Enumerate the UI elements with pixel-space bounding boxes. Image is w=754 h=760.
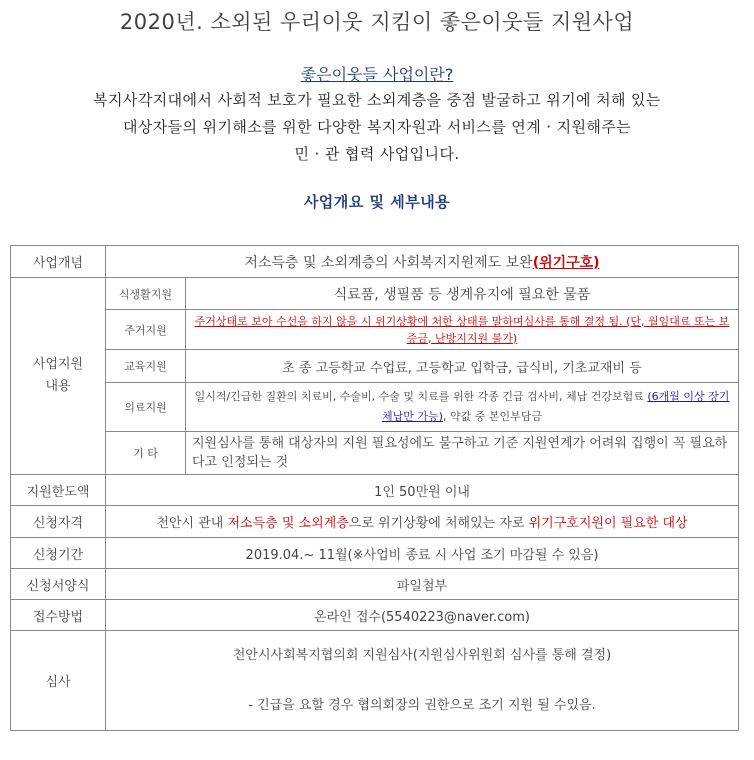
eligibility-text-3: 으로 위기상황에 처해있는 자로 [348,516,529,531]
concept-highlight: (위기구호) [532,254,600,271]
limit-label: 지원한도액 [11,475,106,506]
eligibility-text-1: 천안시 관내 [156,516,228,531]
support-medical-text-b: (6개월 이상 장기체납만 가능) [382,390,730,423]
period-value: 2019.04.~ 11월(※사업비 종료 시 사업 조기 마감될 수 있음) [106,538,739,569]
concept-row [11,246,739,278]
eligibility-value [106,506,739,538]
eligibility-text-2: 저소득층 및 소외계층 [227,516,349,531]
about-line-2: 대상자들의 위기해소를 위한 다양한 복지자원과 서비스를 연계 · 지원해주는 [122,118,632,136]
support-row-etc [11,432,739,475]
about-line-3: 민 · 관 협력 사업입니다. [294,145,460,163]
program-details-table [10,245,739,731]
form-row [11,569,739,600]
limit-row [11,475,739,506]
support-etc-text: 지원심사를 통해 대상자의 지원 필요성에도 불구하고 기준 지원연계가 어려워 집행이 꼭 필요하다고 인정되는 것 [186,432,739,475]
about-description [0,87,754,168]
support-medical-text-c: , 약값 중 본인부담금 [442,410,542,423]
concept-text: 저소득층 및 소외계층의 사회복지지원제도 보완 [244,254,533,271]
review-label: 심사 [11,631,106,731]
submit-value: 온라인 접수(5540223@naver.com) [106,600,739,631]
support-row-education [11,350,739,383]
support-housing-label: 주거지원 [106,310,186,350]
support-row-housing [11,310,739,350]
about-heading: 좋은이웃들 사업이란? [300,65,454,84]
support-label-line-2: 내용 [45,379,71,394]
form-label: 신청서양식 [11,569,106,600]
review-line-2: - 긴급을 요할 경우 협의회장의 권한으로 조기 지원 될 수있음. [248,698,596,713]
support-row-medical [11,383,739,432]
support-row-food [11,278,739,310]
review-line-1: 천안시사회복지협의회 지원심사(지원심사위원회 심사를 통해 결정) [232,648,612,663]
support-medical-text [186,383,739,432]
support-medical-label: 의료지원 [106,383,186,432]
eligibility-row [11,506,739,538]
support-food-label: 식생활지원 [106,278,186,310]
support-label [11,278,106,475]
submit-label: 접수방법 [11,600,106,631]
form-value[interactable]: 파일첨부 [106,569,739,600]
section-title: 사업개요 및 세부내용 [303,193,451,211]
page-title: 2020년. 소외된 우리이웃 지킴이 좋은이웃들 지원사업 [119,10,635,34]
eligibility-label: 신청자격 [11,506,106,538]
support-medical-text-a: 일시적/긴급한 질환의 치료비, 수술비, 수술 및 치료를 위한 각종 긴급 검사비, 체납 건강보험료 [194,390,644,403]
review-value [106,631,739,731]
period-row [11,538,739,569]
submit-row [11,600,739,631]
support-education-text: 초 종 고등학교 수업료, 고등학교 입학금, 급식비, 기초교재비 등 [186,350,739,383]
review-row [11,631,739,731]
review-spacer [106,668,738,693]
concept-label: 사업개념 [11,246,106,278]
about-line-1: 복지사각지대에서 사회적 보호가 필요한 소외계층을 중점 발굴하고 위기에 처해 있는 [93,91,661,109]
limit-value: 1인 50만원 이내 [106,475,739,506]
support-label-line-1: 사업지원 [32,357,84,372]
eligibility-text-4: 위기구호지원이 필요한 대상 [528,516,688,531]
support-housing-text: 주거상태로 보아 수선을 하지 않을 시 위기상황에 처한 상태를 말하며심사를 통해 결정 됨. (단, 월임대료 또는 보증금, 난방지지원 불가) [186,310,739,350]
support-education-label: 교육지원 [106,350,186,383]
support-etc-label: 기 타 [106,432,186,475]
support-food-text: 식료품, 생필품 등 생계유지에 필요한 물품 [186,278,739,310]
concept-value [106,246,739,278]
period-label: 신청기간 [11,538,106,569]
